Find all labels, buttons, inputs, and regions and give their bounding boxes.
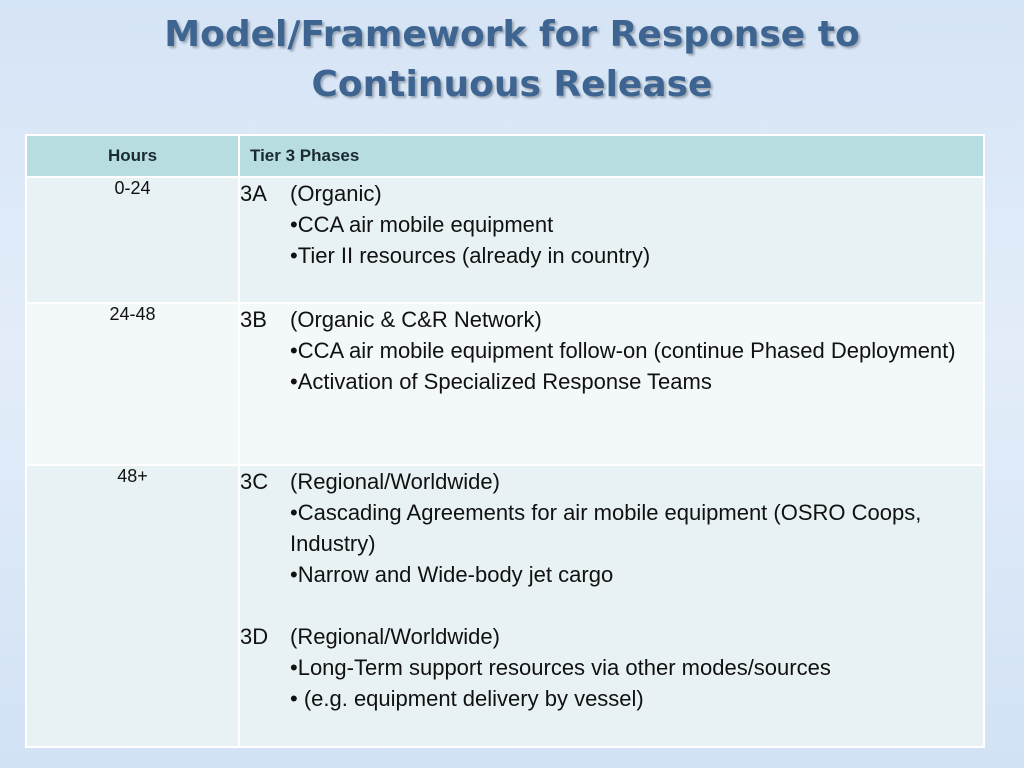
hours-cell: 0-24 xyxy=(26,177,239,303)
phase-code: 3A xyxy=(240,181,267,206)
table-header-row xyxy=(26,135,984,177)
phase-bullet: •Long-Term support resources via other modes/sources xyxy=(290,655,831,680)
phase-scope: (Regional/Worldwide) xyxy=(290,624,500,649)
phase-cell xyxy=(239,177,984,303)
phase-code: 3C xyxy=(240,469,269,494)
phase-code: 3B xyxy=(240,307,267,332)
phase-scope: (Regional/Worldwide) xyxy=(290,469,500,494)
header-hours: Hours xyxy=(26,135,239,177)
phase-bullet: •Tier II resources (already in country) xyxy=(290,243,651,268)
table-row xyxy=(26,465,984,747)
hours-cell: 24-48 xyxy=(26,303,239,465)
hours-cell: 48+ xyxy=(26,465,239,747)
header-tier3-phases: Tier 3 Phases xyxy=(239,135,984,177)
phase-scope: (Organic) xyxy=(290,181,382,206)
phase-heading xyxy=(240,304,983,335)
tier3-phases-table xyxy=(25,134,985,748)
table-row xyxy=(26,177,984,303)
phase-bullet: •Cascading Agreements for air mobile equipment (OSRO Coops, Industry) xyxy=(290,500,922,556)
phase-bullet: •CCA air mobile equipment xyxy=(290,212,554,237)
phase-heading xyxy=(240,178,983,209)
phase-heading xyxy=(240,621,983,652)
slide-title xyxy=(0,10,1024,110)
phase-cell xyxy=(239,303,984,465)
phase-bullet: • (e.g. equipment delivery by vessel) xyxy=(290,686,644,711)
phase-bullet: •Activation of Specialized Response Teams xyxy=(290,369,712,394)
phase-bullet: •CCA air mobile equipment follow-on (continue Phased Deployment) xyxy=(290,338,956,363)
slide-title-line-2: Continuous Release xyxy=(311,64,713,105)
phase-bullet: •Narrow and Wide-body jet cargo xyxy=(290,562,614,587)
table-row xyxy=(26,303,984,465)
phase-code: 3D xyxy=(240,624,269,649)
phase-cell xyxy=(239,465,984,747)
phase-heading xyxy=(240,466,983,497)
phase-spacer xyxy=(240,590,983,621)
phase-scope: (Organic & C&R Network) xyxy=(290,307,542,332)
slide-title-line-1: Model/Framework for Response to xyxy=(164,14,860,55)
